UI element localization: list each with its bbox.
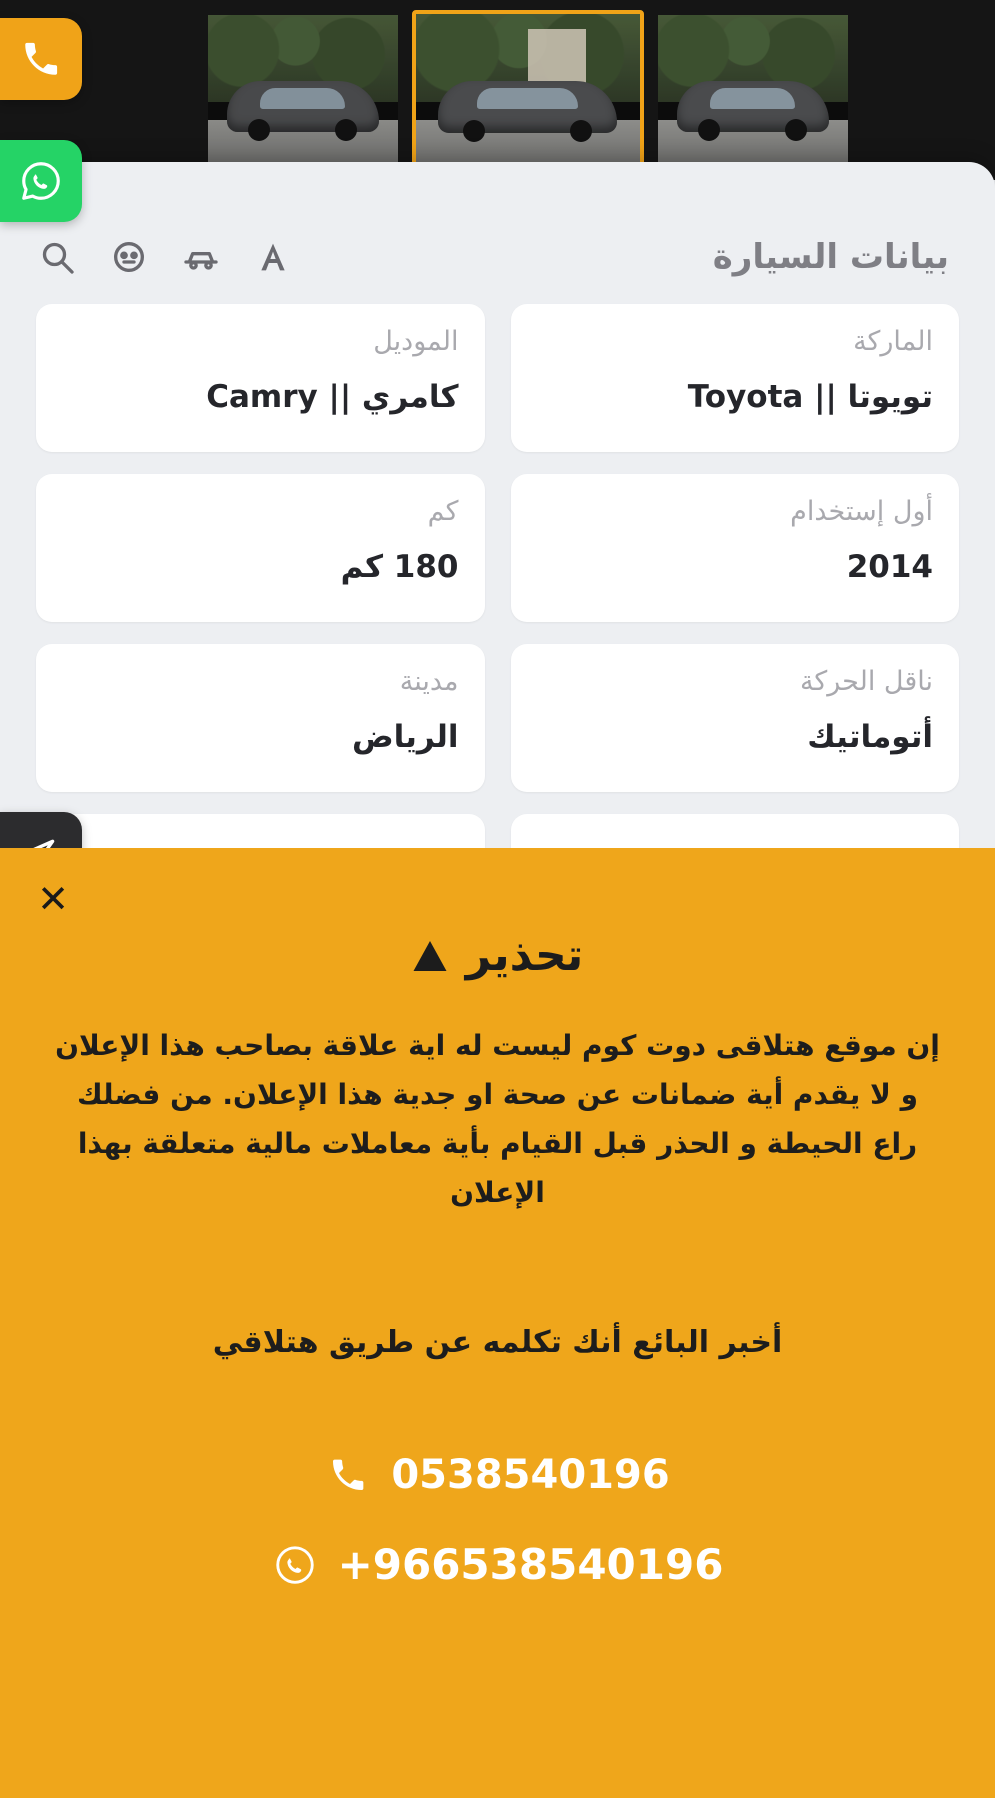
phone-number: 0538540196 [391,1452,670,1498]
car-shape-icon [677,81,829,132]
spec-value: كامري || Camry [206,379,459,415]
thumb-wall [528,29,586,84]
image-gallery[interactable] [0,0,995,180]
spec-card [511,474,960,622]
spec-key: أول إستخدام [790,496,933,527]
spec-value: 180 كم [340,549,459,585]
warning-body-text: إن موقع هتلاقى دوت كوم ليست له اية علاقة بصاحب هذا الإعلان و لا يقدم أية ضمانات عن صحة او جدية هذا الإعلان. من فضلك راع الحيطة و الحذر قبل القيام بأية معاملات مالية متعلقة بهذا الإعلان [55,1029,940,1209]
spec-card [36,304,485,452]
car-window [477,88,577,109]
spec-card [511,304,960,452]
spec-card [511,644,960,792]
warning-title-row [40,930,955,981]
compare-icon[interactable] [178,234,224,280]
whatsapp-contact[interactable] [272,1540,724,1589]
whatsapp-icon [272,1542,318,1588]
call-button[interactable] [0,18,82,100]
spec-key: ناقل الحركة [799,666,933,697]
report-icon[interactable] [106,234,152,280]
phone-icon [325,1452,371,1498]
whatsapp-icon [18,158,64,204]
phone-contact[interactable] [325,1452,669,1498]
spec-value: الرياض [351,719,459,755]
car-shape-icon [438,81,617,133]
warning-note-text: أخبر البائع أنك تكلمه عن طريق هتلاقي [212,1325,783,1360]
header-tools[interactable] [34,234,296,280]
warning-panel [0,848,995,1798]
car-window [260,88,345,108]
spec-key: الموديل [373,326,459,357]
search-icon[interactable] [34,234,80,280]
spec-value: 2014 [846,549,933,585]
warning-triangle-icon [412,939,448,973]
whatsapp-button[interactable] [0,140,82,222]
spec-value: تويوتا || Toyota [687,379,933,415]
gallery-thumb-prev[interactable] [658,15,848,165]
spec-key: الماركة [853,326,933,357]
phone-icon [20,38,62,80]
gallery-thumb-next[interactable] [208,15,398,165]
spec-key: كم [427,496,459,527]
contact-list [40,1452,955,1589]
font-size-icon[interactable] [250,234,296,280]
gallery-thumbs[interactable] [0,0,995,180]
car-shape-icon [227,81,379,132]
gallery-thumb-selected[interactable] [412,10,644,170]
spec-card [36,644,485,792]
details-header [0,162,995,304]
spec-value: أتوماتيك [807,719,933,755]
warning-title-text: تحذير [465,930,584,981]
whatsapp-number: +966538540196 [337,1540,724,1589]
close-icon[interactable]: ✕ [37,877,69,921]
car-window [710,88,795,108]
spec-card [36,474,485,622]
page-title: بيانات السيارة [712,237,949,277]
spec-key: مدينة [399,666,459,697]
